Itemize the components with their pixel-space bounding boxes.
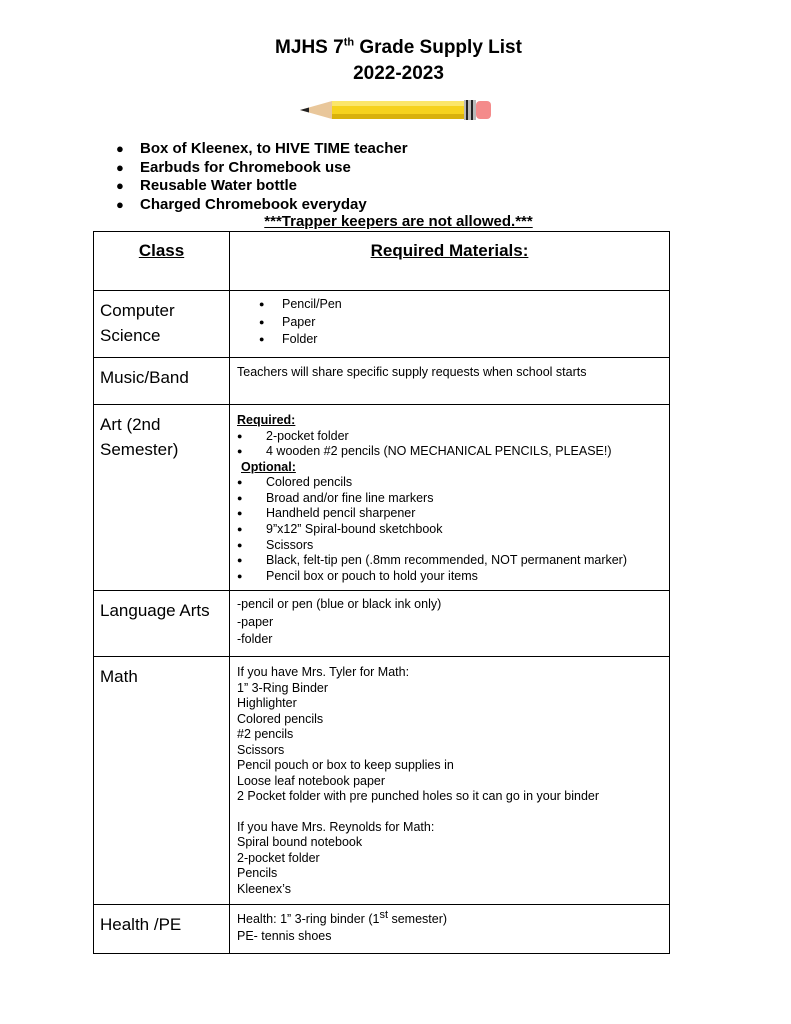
list-item: ● Reusable Water bottle [116, 177, 408, 196]
materials-cell [230, 657, 670, 905]
list-item: Loose leaf notebook paper [237, 773, 386, 788]
required-label: Required: [237, 413, 296, 427]
list-item: ● Handheld pencil sharpener [234, 506, 663, 522]
supply-table [93, 231, 670, 954]
list-item: ● 9”x12” Spiral-bound sketchbook [234, 522, 663, 538]
list-item: ● Folder [259, 331, 663, 349]
list-item: ● Pencil/Pen [259, 296, 663, 314]
list-item: ● 2-pocket folder [234, 429, 663, 445]
list-item: ● Charged Chromebook everyday [116, 196, 408, 215]
school-year: 2022-2023 [353, 63, 444, 84]
list-item: -pencil or pen (blue or black ink only) [237, 597, 442, 611]
list-item: Health: 1” 3-ring binder (1st semester) [237, 908, 448, 926]
list-item: ● Colored pencils [234, 475, 663, 491]
materials-cell [230, 591, 670, 657]
class-column-header: Class [94, 232, 230, 291]
class-name: Health /PE [94, 905, 230, 954]
list-item: Highlighter [237, 696, 297, 710]
materials-cell: Teachers will share specific supply requests when school starts [230, 358, 670, 405]
list-item: ● Scissors [234, 538, 663, 554]
class-name: Art (2nd Semester) [94, 405, 230, 591]
table-row [94, 905, 670, 954]
pencil-icon [300, 99, 492, 121]
list-item: ● Box of Kleenex, to HIVE TIME teacher [116, 140, 408, 159]
materials-column-header: Required Materials: [230, 232, 670, 291]
list-item: Kleenex’s [237, 881, 291, 896]
list-item: Pencil pouch or box to keep supplies in [237, 758, 454, 772]
table-header-row [94, 232, 670, 291]
list-item: PE- tennis shoes [237, 929, 332, 943]
class-name: Music/Band [94, 358, 230, 405]
math-reynolds-intro: If you have Mrs. Reynolds for Math: [237, 819, 435, 834]
list-item: -folder [237, 632, 273, 646]
materials-cell [230, 905, 670, 954]
table-row [94, 657, 670, 905]
general-supply-list [116, 140, 408, 214]
math-tyler-intro: If you have Mrs. Tyler for Math: [237, 665, 410, 679]
materials-cell [230, 291, 670, 358]
optional-label: Optional: [241, 459, 296, 474]
list-item: ● Earbuds for Chromebook use [116, 159, 408, 178]
table-row [94, 405, 670, 591]
list-item: ● Broad and/or fine line markers [234, 491, 663, 507]
table-row [94, 291, 670, 358]
table-row [94, 591, 670, 657]
class-name: Math [94, 657, 230, 905]
list-item: Pencils [237, 866, 278, 880]
list-item: -paper [237, 614, 274, 629]
list-item: ● 4 wooden #2 pencils (NO MECHANICAL PENCILS, PLEASE!) [234, 444, 663, 460]
list-item: ● Paper [259, 314, 663, 332]
list-item: 2 Pocket folder with pre punched holes so it can go in your binder [237, 789, 600, 803]
list-item: ● Pencil box or pouch to hold your items [234, 569, 663, 585]
list-item: ● Black, felt-tip pen (.8mm recommended, NOT permanent marker) [234, 553, 663, 569]
list-item: Colored pencils [237, 711, 324, 726]
class-name: Language Arts [94, 591, 230, 657]
trapper-keeper-notice: ***Trapper keepers are not allowed.*** [264, 213, 533, 230]
page-title: MJHS 7th Grade Supply List [275, 36, 522, 58]
list-item: #2 pencils [237, 727, 294, 741]
list-item: Scissors [237, 742, 285, 757]
list-item: 1” 3-Ring Binder [237, 680, 329, 695]
table-row [94, 358, 670, 405]
list-item: 2-pocket folder [237, 850, 320, 865]
materials-cell [230, 405, 670, 591]
class-name: Computer Science [94, 291, 230, 358]
list-item: Spiral bound notebook [237, 835, 363, 849]
